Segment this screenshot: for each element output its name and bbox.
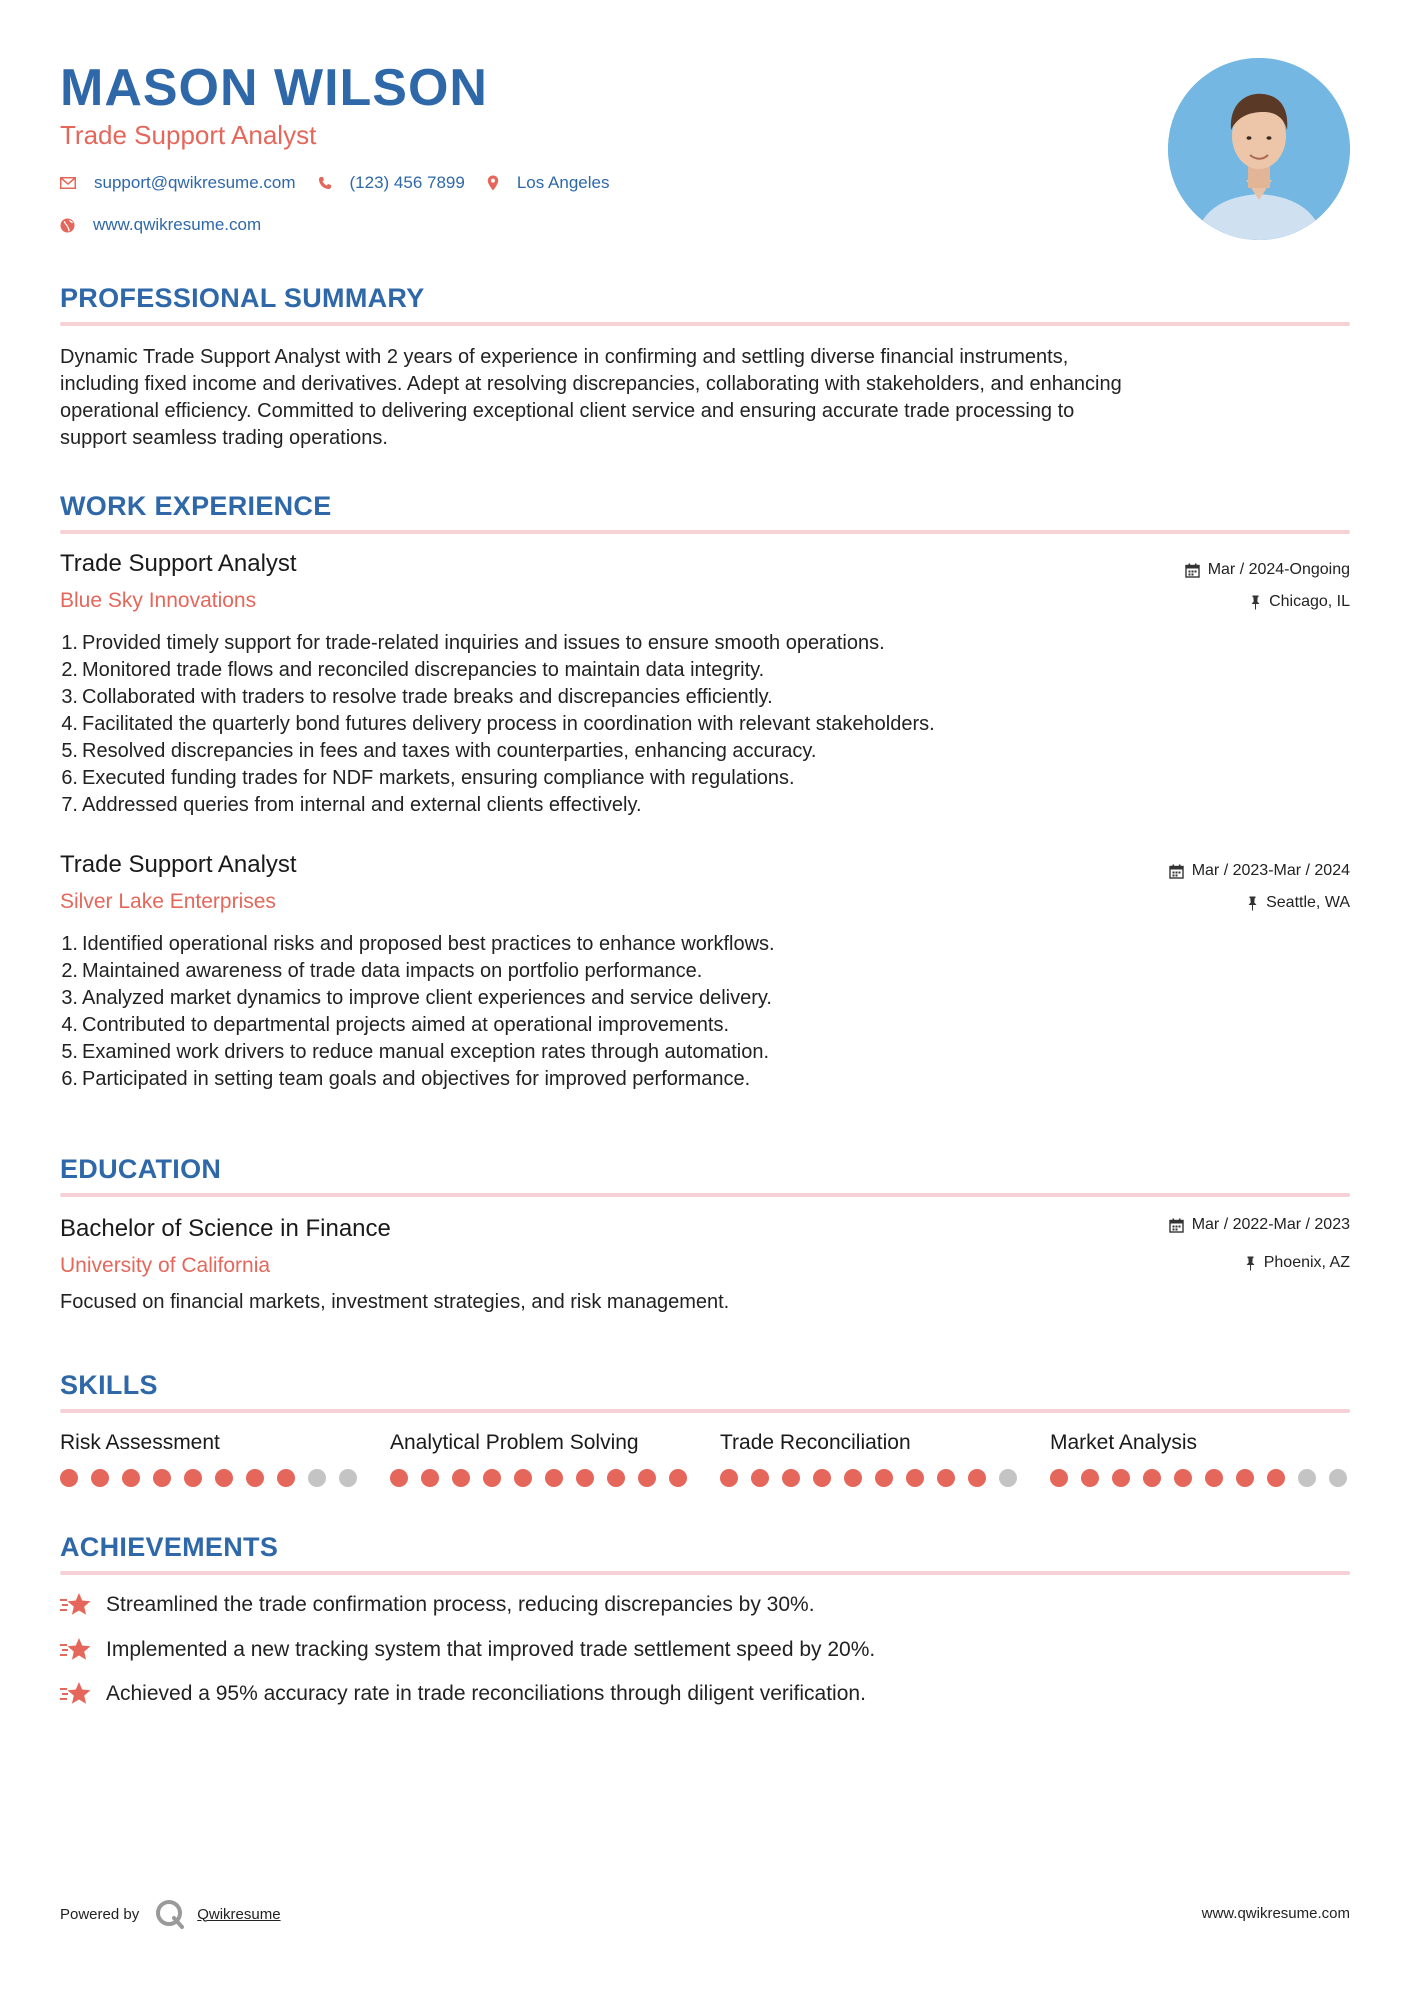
job-title: Trade Support Analyst: [60, 851, 297, 878]
summary-line: support seamless trading operations.: [60, 427, 388, 449]
education-date: [1169, 1216, 1350, 1234]
location-text: Los Angeles: [516, 173, 610, 192]
job-date: [1185, 561, 1350, 579]
list-item: 7. Addressed queries from internal and external clients effectively.: [61, 794, 642, 816]
rating-dot-filled: [937, 1469, 955, 1487]
rating-dot-filled: [669, 1469, 687, 1487]
achievement-item: [60, 1637, 875, 1663]
contact-email[interactable]: [60, 173, 296, 193]
rating-dot-empty: [999, 1469, 1017, 1487]
rating-dot-filled: [91, 1469, 109, 1487]
skill-item: [390, 1431, 690, 1455]
summary-line: Dynamic Trade Support Analyst with 2 years of experience in confirming and settling diverse financial instruments,: [60, 346, 1069, 368]
skill-rating: [720, 1469, 1020, 1489]
rating-dot-filled: [844, 1469, 862, 1487]
section-title-experience: WORK EXPERIENCE: [60, 491, 332, 521]
list-item: 3. Collaborated with traders to resolve trade breaks and discrepancies efficiently.: [61, 686, 773, 708]
rating-dot-filled: [968, 1469, 986, 1487]
job-company: Blue Sky Innovations: [60, 589, 257, 612]
section-title-summary: PROFESSIONAL SUMMARY: [60, 283, 425, 313]
job-location-text: Seattle, WA: [1266, 894, 1350, 911]
job-location-text: Chicago, IL: [1269, 593, 1350, 610]
job-date: [1169, 862, 1350, 880]
skill-rating: [390, 1469, 690, 1489]
star-icon: [60, 1592, 92, 1618]
education-location-text: Phoenix, AZ: [1263, 1254, 1350, 1271]
rating-dot-empty: [308, 1469, 326, 1487]
list-item: 5. Resolved discrepancies in fees and taxes with counterparties, enhancing accuracy.: [61, 740, 817, 762]
phone-icon: [318, 176, 332, 190]
list-item: 6. Participated in setting team goals and objectives for improved performance.: [61, 1068, 751, 1090]
skill-name: Trade Reconciliation: [720, 1431, 911, 1454]
summary-line: including fixed income and derivatives. Adept at resolving discrepancies, collaborating with stakeholders, and enhancing: [60, 373, 1122, 395]
qwikresume-logo: [153, 1897, 187, 1931]
rating-dot-filled: [1112, 1469, 1130, 1487]
rating-dot-filled: [1236, 1469, 1254, 1487]
section-divider: [60, 322, 1350, 326]
contact-phone[interactable]: [318, 173, 465, 193]
rating-dot-filled: [60, 1469, 78, 1487]
job-bullets: [60, 630, 935, 819]
rating-dot-filled: [1143, 1469, 1161, 1487]
contact-row-website: [60, 215, 283, 235]
profile-photo: [1168, 58, 1350, 240]
star-icon: [60, 1637, 92, 1663]
skill-name: Risk Assessment: [60, 1431, 220, 1454]
powered-by-label: Powered by: [60, 1905, 140, 1923]
rating-dot-filled: [390, 1469, 408, 1487]
star-icon: [60, 1681, 92, 1707]
email-text: support@qwikresume.com: [94, 173, 296, 192]
skill-item: [720, 1431, 1020, 1455]
profile-photo-illustration: [1168, 58, 1350, 240]
list-item: 2. Maintained awareness of trade data impacts on portfolio performance.: [61, 960, 703, 982]
globe-icon: [60, 218, 75, 233]
skill-rating: [60, 1469, 360, 1489]
rating-dot-filled: [751, 1469, 769, 1487]
section-title-achievements: ACHIEVEMENTS: [60, 1532, 279, 1562]
rating-dot-filled: [545, 1469, 563, 1487]
job-location: [1250, 593, 1350, 611]
rating-dot-empty: [1298, 1469, 1316, 1487]
rating-dot-filled: [514, 1469, 532, 1487]
achievement-text: Streamlined the trade confirmation process, reducing discrepancies by 30%.: [106, 1593, 815, 1616]
rating-dot-empty: [339, 1469, 357, 1487]
section-divider: [60, 530, 1350, 534]
rating-dot-filled: [246, 1469, 264, 1487]
rating-dot-filled: [576, 1469, 594, 1487]
rating-dot-filled: [813, 1469, 831, 1487]
footer-powered-by: [60, 1897, 281, 1931]
rating-dot-filled: [452, 1469, 470, 1487]
summary-text: [60, 344, 1350, 452]
achievement-text: Achieved a 95% accuracy rate in trade reconciliations through diligent verification.: [106, 1682, 866, 1705]
rating-dot-filled: [1205, 1469, 1223, 1487]
skills-grid: [60, 1431, 1350, 1491]
skill-item: [1050, 1431, 1350, 1455]
skill-item: [60, 1431, 360, 1455]
achievement-item: [60, 1592, 815, 1618]
education-description: Focused on financial markets, investment strategies, and risk management.: [60, 1291, 730, 1313]
rating-dot-filled: [277, 1469, 295, 1487]
rating-dot-filled: [153, 1469, 171, 1487]
candidate-name: MASON WILSON: [60, 59, 488, 117]
job-company: Silver Lake Enterprises: [60, 890, 276, 913]
rating-dot-filled: [782, 1469, 800, 1487]
achievement-item: [60, 1681, 866, 1707]
calendar-icon: [1169, 1218, 1184, 1233]
job-bullets: [60, 931, 775, 1093]
list-item: 4. Facilitated the quarterly bond futures delivery process in coordination with relevant stakeholders.: [61, 713, 935, 735]
rating-dot-filled: [1174, 1469, 1192, 1487]
rating-dot-filled: [421, 1469, 439, 1487]
rating-dot-filled: [1267, 1469, 1285, 1487]
pushpin-icon: [1247, 896, 1258, 911]
list-item: 6. Executed funding trades for NDF markets, ensuring compliance with regulations.: [61, 767, 795, 789]
calendar-icon: [1169, 864, 1184, 879]
website-text: www.qwikresume.com: [93, 215, 262, 234]
rating-dot-filled: [215, 1469, 233, 1487]
list-item: 5. Examined work drivers to reduce manual exception rates through automation.: [61, 1041, 770, 1063]
section-divider: [60, 1571, 1350, 1575]
education-location: [1245, 1254, 1350, 1272]
list-item: 1. Identified operational risks and proposed best practices to enhance workflows.: [61, 933, 775, 955]
pushpin-icon: [1250, 595, 1261, 610]
map-pin-icon: [487, 175, 499, 191]
job-date-text: Mar / 2024-Ongoing: [1207, 561, 1350, 578]
contact-website[interactable]: [60, 215, 261, 235]
footer-brand-link[interactable]: Qwikresume: [197, 1905, 281, 1923]
summary-line: operational efficiency. Committed to delivering exceptional client service and ensuring accurate trade processing to: [60, 400, 1075, 422]
section-title-education: EDUCATION: [60, 1154, 222, 1184]
job-title: Trade Support Analyst: [60, 550, 297, 577]
education-school: University of California: [60, 1254, 271, 1277]
candidate-title: Trade Support Analyst: [60, 120, 317, 150]
achievement-text: Implemented a new tracking system that improved trade settlement speed by 20%.: [106, 1638, 876, 1661]
job-location: [1247, 894, 1350, 912]
pushpin-icon: [1245, 1256, 1256, 1271]
rating-dot-filled: [184, 1469, 202, 1487]
rating-dot-filled: [875, 1469, 893, 1487]
list-item: 2. Monitored trade flows and reconciled discrepancies to maintain data integrity.: [61, 659, 765, 681]
section-divider: [60, 1193, 1350, 1197]
rating-dot-filled: [122, 1469, 140, 1487]
job-date-text: Mar / 2023-Mar / 2024: [1191, 862, 1350, 879]
rating-dot-filled: [1081, 1469, 1099, 1487]
footer-website[interactable]: www.qwikresume.com: [1201, 1905, 1350, 1922]
calendar-icon: [1185, 563, 1200, 578]
phone-text: (123) 456 7899: [349, 173, 465, 192]
skill-name: Analytical Problem Solving: [390, 1431, 639, 1454]
skill-rating: [1050, 1469, 1350, 1489]
contact-location: [487, 173, 610, 193]
education-date-text: Mar / 2022-Mar / 2023: [1191, 1216, 1350, 1233]
rating-dot-filled: [638, 1469, 656, 1487]
rating-dot-empty: [1329, 1469, 1347, 1487]
section-divider: [60, 1409, 1350, 1413]
list-item: 4. Contributed to departmental projects aimed at operational improvements.: [61, 1014, 730, 1036]
education-degree: Bachelor of Science in Finance: [60, 1215, 391, 1242]
rating-dot-filled: [607, 1469, 625, 1487]
rating-dot-filled: [720, 1469, 738, 1487]
list-item: 3. Analyzed market dynamics to improve client experiences and service delivery.: [61, 987, 772, 1009]
contact-row: [60, 173, 631, 193]
skill-name: Market Analysis: [1050, 1431, 1198, 1454]
list-item: 1. Provided timely support for trade-related inquiries and issues to ensure smooth operations.: [61, 632, 885, 654]
section-title-skills: SKILLS: [60, 1370, 158, 1400]
rating-dot-filled: [1050, 1469, 1068, 1487]
envelope-icon: [60, 177, 76, 189]
rating-dot-filled: [483, 1469, 501, 1487]
rating-dot-filled: [906, 1469, 924, 1487]
